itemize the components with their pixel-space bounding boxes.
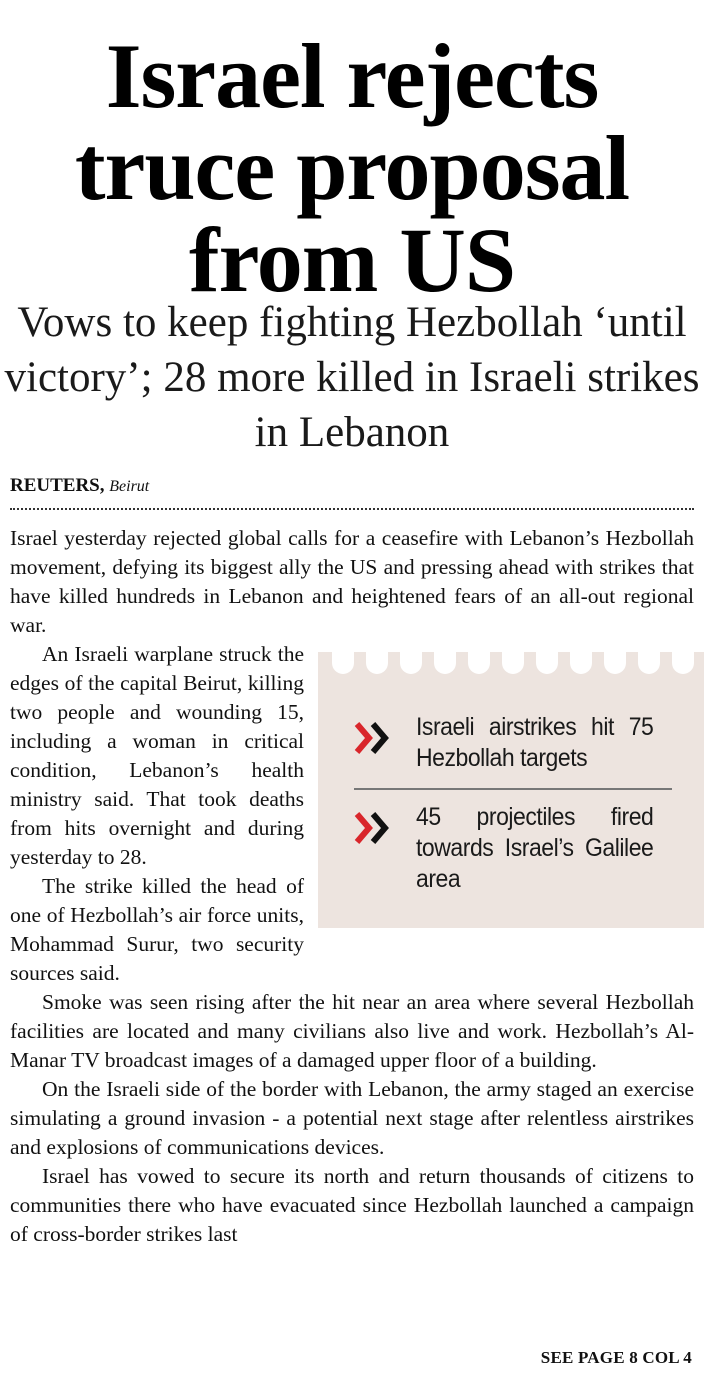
highlight-text: Israeli airstrikes hit 75 Hezbollah targets: [416, 713, 654, 772]
article-paragraph: Israel has vowed to secure its north and return thousands of citizens to communities there who have evacuated since Hezbollah launched a campaign of cross-border strikes last: [10, 1164, 694, 1246]
article-paragraph: Smoke was seen rising after the hit near an area where several Hezbollah facilities are located and many civilians also live and work. Hezbollah’s Al-Manar TV broadcast images of a damaged upper floor of a building.: [10, 990, 694, 1072]
notepad-holes: [332, 652, 704, 682]
article-paragraph: On the Israeli side of the border with Lebanon, the army staged an exercise simulating a ground invasion - a potential next stage after relentless airstrikes and explosions of communications devices.: [10, 1077, 694, 1159]
byline-divider: [10, 508, 694, 510]
byline-location: Beirut: [109, 478, 150, 495]
headline: Israel rejects truce proposal from US: [74, 25, 630, 311]
highlight-item: [354, 802, 674, 895]
highlight-item: [354, 712, 674, 774]
subheadline: Vows to keep fighting Hezbollah ‘until victory’; 28 more killed in Israeli strikes in Lebanon: [4, 299, 700, 456]
highlight-divider: [354, 788, 672, 790]
byline: [10, 473, 149, 500]
byline-agency: REUTERS,: [10, 475, 105, 496]
article-paragraph: Israel yesterday rejected global calls for a ceasefire with Lebanon’s Hezbollah movement, defying its biggest ally the US and pressing ahead with strikes that have killed hundreds in Lebanon and heightened fears of an all-out regional war.: [10, 526, 694, 637]
article-paragraph: An Israeli warplane struck the edges of the capital Beirut, killing two people and wounding 15, including a woman in critical condition, Lebanon’s health ministry said. That took deaths from hits overnight and during yesterday to 28.: [10, 642, 304, 869]
double-chevron-icon: [354, 808, 392, 848]
continuation-note: SEE PAGE 8 COL 4: [540, 1348, 692, 1367]
article-paragraph: The strike killed the head of one of Hezbollah’s air force units, Mohammad Surur, two security sources said.: [10, 874, 304, 985]
article-body: [10, 524, 694, 1249]
highlight-text: 45 projectiles fired towards Israel’s Galilee area: [416, 803, 654, 893]
highlights-box: [318, 652, 704, 928]
double-chevron-icon: [354, 718, 392, 758]
